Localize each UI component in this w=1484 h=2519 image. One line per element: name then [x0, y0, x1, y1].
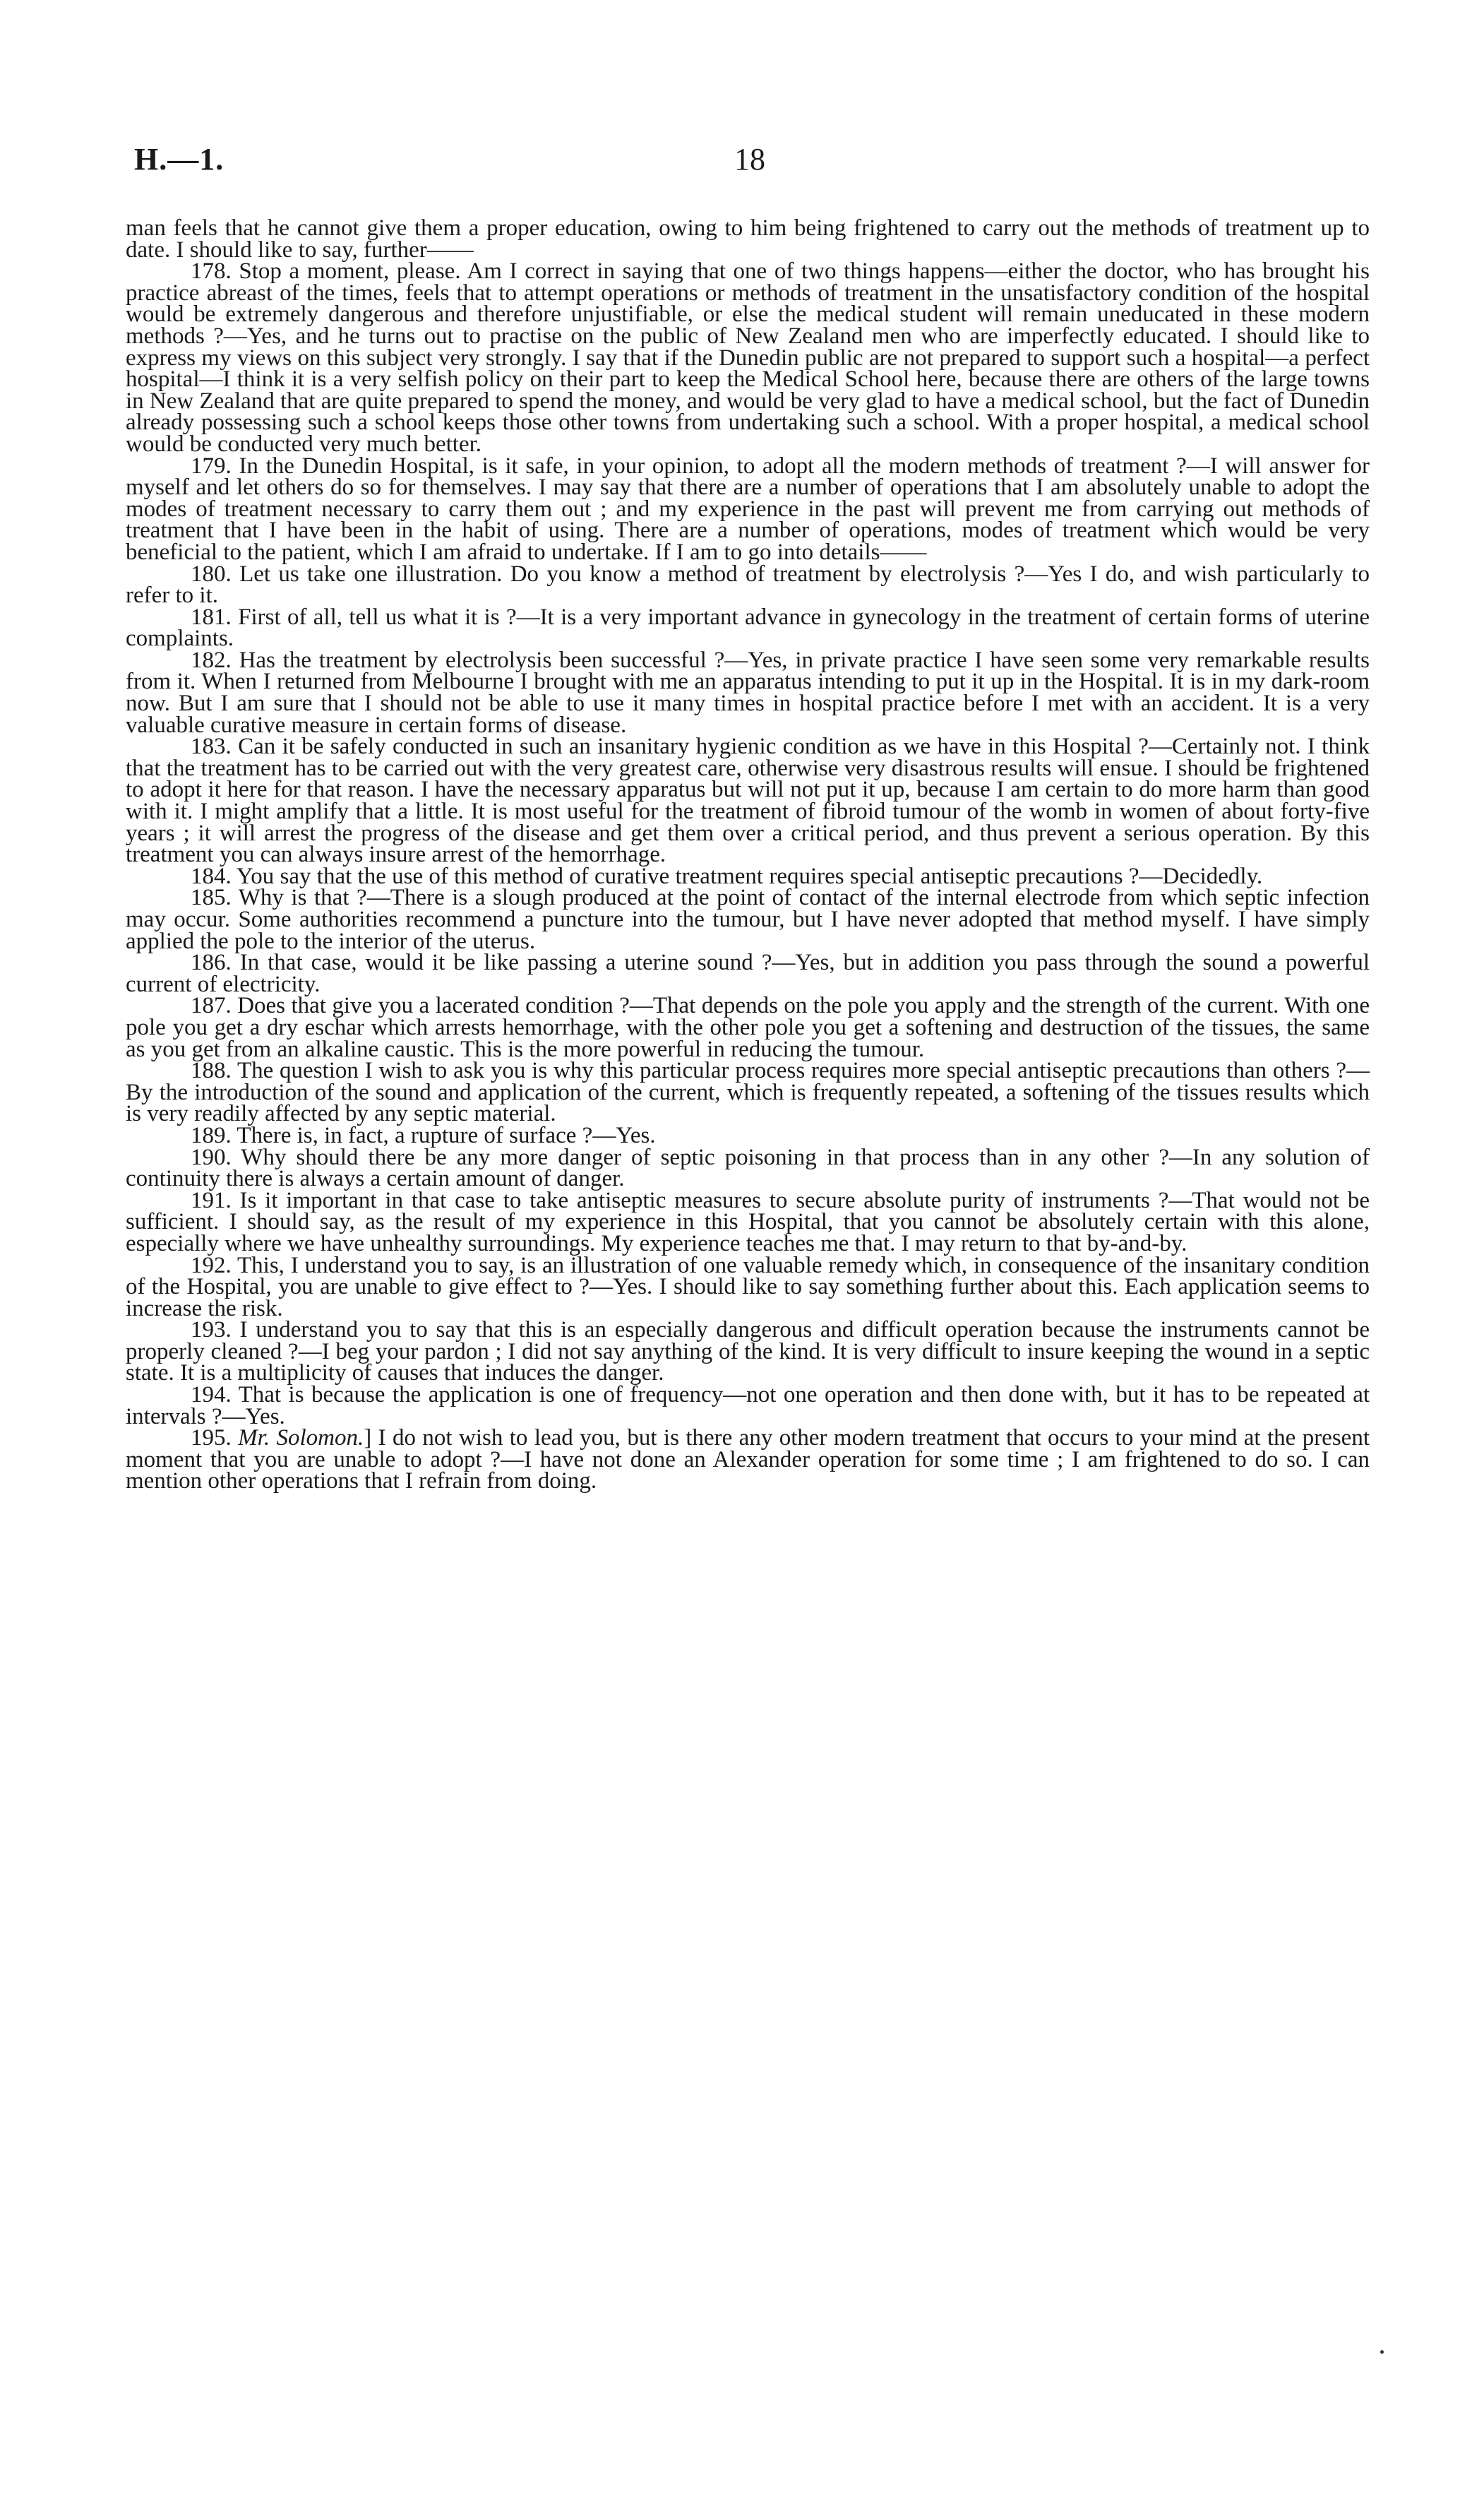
question-number: 195. — [191, 1425, 232, 1451]
paragraph-text: The question I wish to ask you is why this particular process requires more special antiseptic precautions than others ?—By the introduction of the sound and application of the current, which is frequently repeated, a softening of the tissues results which is very readily affected by any septic material. — [126, 1058, 1370, 1127]
paragraph-text: In the Dunedin Hospital, is it safe, in your opinion, to adopt all the modern methods of treatment ?—I will answer for myself and let others do so for themselves. I may say that there are a number of operations that I am absolutely unable to adopt the modes of treatment necessary to carry them out ; and my experience in the past will prevent me from carrying out methods of treatment that I have been in the habit of using. There are a number of operations, modes of treatment which would be very beneficial to the patient, which I am afraid to undertake. If I am to go into details—— — [126, 453, 1370, 565]
question-193 — [126, 1319, 1370, 1384]
question-181 — [126, 604, 1370, 652]
paragraph-text: There is, in fact, a rupture of surface ?—Yes. — [237, 1122, 656, 1148]
question-184 — [126, 863, 1370, 889]
question-190 — [126, 1144, 1370, 1192]
paragraph-text: man feels that he cannot give them a proper education, owing to him being frightened to carry out the methods of treatment up to date. I should like to say, further—— — [126, 215, 1370, 263]
paragraph-text: You say that the use of this method of curative treatment requires special antiseptic precautions ?—Decidedly. — [236, 863, 1263, 889]
question-number: 187. — [191, 993, 232, 1019]
question-183 — [126, 736, 1370, 866]
question-number: 186. — [191, 950, 232, 976]
question-185 — [126, 887, 1370, 952]
print-speck — [1380, 2350, 1384, 2354]
document-reference: H.—1. — [134, 142, 225, 177]
speaker-bracket: ] — [364, 1425, 372, 1451]
paragraph-text: I understand you to say that this is an especially dangerous and difficult operation because the instruments cannot be properly cleaned ?—I beg your pardon ; I did not say anything of the kind. It is very difficult to insure keeping the wound in a septic state. It is a multiplicity of causes that induces the danger. — [126, 1317, 1370, 1386]
paragraph-text: I do not wish to lead you, but is there any other modern treatment that occurs to your mind at the present moment that you are unable to adopt ?—I have not done an Alexander operation for some time ; I am frightened to do so. I can mention other operations that I refrain from doing. — [126, 1425, 1370, 1494]
paragraph-text: In that case, would it be like passing a uterine sound ?—Yes, but in addition you pass through the sound a powerful current of electricity. — [126, 950, 1370, 997]
question-186 — [126, 952, 1370, 995]
paragraph-text: Does that give you a lacerated condition ?—That depends on the pole you apply and the strength of the current. With one pole you get a dry eschar which arrests hemorrhage, with the other pole you get a softening and destruction of the tissues, the same as you get from an alkaline caustic. This is the more powerful in reducing the tumour. — [126, 993, 1370, 1062]
question-number: 181. — [191, 604, 232, 630]
paragraph-text: Is it important in that case to take antiseptic measures to secure absolute purity of instruments ?—That would not be sufficient. I should say, as the result of my experience in this Hospital, that you cannot be absolutely certain with this alone, especially where we have unhealthy surroundings. My experience teaches me that. I may return to that by-and-by. — [126, 1187, 1370, 1256]
question-number: 183. — [191, 734, 232, 760]
paragraph-text: Has the treatment by electrolysis been successful ?—Yes, in private practice I have seen some very remarkable results from it. When I returned from Melbourne I brought with me an apparatus intending to put it up in the Hospital. It is in my dark-room now. But I am sure that I should not be able to use it many times in hospital practice before I met with an accident. It is a very valuable curative measure in certain forms of disease. — [126, 647, 1370, 738]
question-number: 185. — [191, 885, 232, 911]
question-number: 193. — [191, 1317, 232, 1343]
question-number: 191. — [191, 1187, 232, 1213]
question-179 — [126, 455, 1370, 564]
paragraph-text: Why is that ?—There is a slough produced at the point of contact of the internal electrode from which septic infection may occur. Some authorities recommend a puncture into the tumour, but I have never adopted that method myself. I have simply applied the pole to the interior of the uterus. — [126, 885, 1370, 954]
question-187 — [126, 995, 1370, 1060]
question-number: 194. — [191, 1382, 232, 1408]
page-header — [134, 141, 1373, 198]
question-180 — [126, 561, 1370, 609]
question-number: 180. — [191, 561, 232, 587]
continued-paragraph — [126, 215, 1370, 263]
question-number: 188. — [191, 1058, 232, 1084]
question-189 — [126, 1122, 1370, 1148]
paragraph-text: Let us take one illustration. Do you know a method of treatment by electrolysis ?—Yes I do, and wish particularly to refer to it. — [126, 561, 1370, 609]
question-number: 192. — [191, 1252, 232, 1278]
question-number: 179. — [191, 453, 232, 479]
question-195 — [126, 1427, 1370, 1492]
question-178 — [126, 258, 1370, 457]
speaker-name: Mr. Solomon. — [238, 1425, 364, 1451]
question-number: 189. — [191, 1122, 232, 1148]
question-182 — [126, 647, 1370, 738]
question-number: 182. — [191, 647, 232, 673]
question-188 — [126, 1060, 1370, 1125]
paragraph-text: First of all, tell us what it is ?—It is a very important advance in gynecology in the treatment of certain forms of uterine complaints. — [126, 604, 1370, 652]
question-192 — [126, 1252, 1370, 1321]
paragraph-text: That is because the application is one of frequency—not one operation and then done with, but it has to be repeated at intervals ?—Yes. — [126, 1382, 1370, 1429]
paragraph-text: Can it be safely conducted in such an insanitary hygienic condition as we have in this Hospital ?—Certainly not. I think that the treatment has to be carried out with the very greatest care, otherwise very disastrous results will ensue. I should be frightened to adopt it here for that reason. I have the necessary apparatus but will not put it up, because I am certain to do more harm than good with it. I might amplify that a little. It is most useful for the treatment of fibroid tumour of the womb in women of about forty-five years ; it will arrest the progress of the disease and get them over a critical period, and thus prevent a serious operation. By this treatment you can always insure arrest of the hemorrhage. — [126, 734, 1370, 868]
paragraph-text: This, I understand you to say, is an illustration of one valuable remedy which, in consequence of the insanitary condition of the Hospital, you are unable to give effect to ?—Yes. I should like to say something further about this. Each application seems to increase the risk. — [126, 1252, 1370, 1321]
question-number: 178. — [191, 258, 232, 285]
question-194 — [126, 1384, 1370, 1427]
paragraph-text: Why should there be any more danger of septic poisoning in that process than in any other ?—In any solution of continuity there is always a certain amount of danger. — [126, 1144, 1370, 1192]
paragraph-text: Stop a moment, please. Am I correct in saying that one of two things happens—either the doctor, who has brought his practice abreast of the times, feels that to attempt operations or methods of treatment in the unsatisfactory condition of the hospital would be extremely dangerous and therefore unjustifiable, or else the medical student will remain uneducated in these modern methods ?—Yes, and he turns out to practise on the public of New Zealand men who are imperfectly educated. I should like to express my views on this subject very strongly. I say that if the Dunedin public are not prepared to support such a hospital—a perfect hospital—I think it is a very selfish policy on their part to keep the Medical School here, because there are others of the large towns in New Zealand that are quite prepared to spend the money, and would be very glad to have a medical school, but the fact of Dunedin already possessing such a school keeps those other towns from undertaking such a school. With a proper hospital, a medical school would be conducted very much better. — [126, 258, 1370, 457]
page-number: 18 — [734, 142, 765, 177]
transcript-body — [126, 215, 1370, 1494]
question-number: 184. — [191, 863, 232, 889]
question-191 — [126, 1187, 1370, 1256]
question-number: 190. — [191, 1144, 232, 1170]
